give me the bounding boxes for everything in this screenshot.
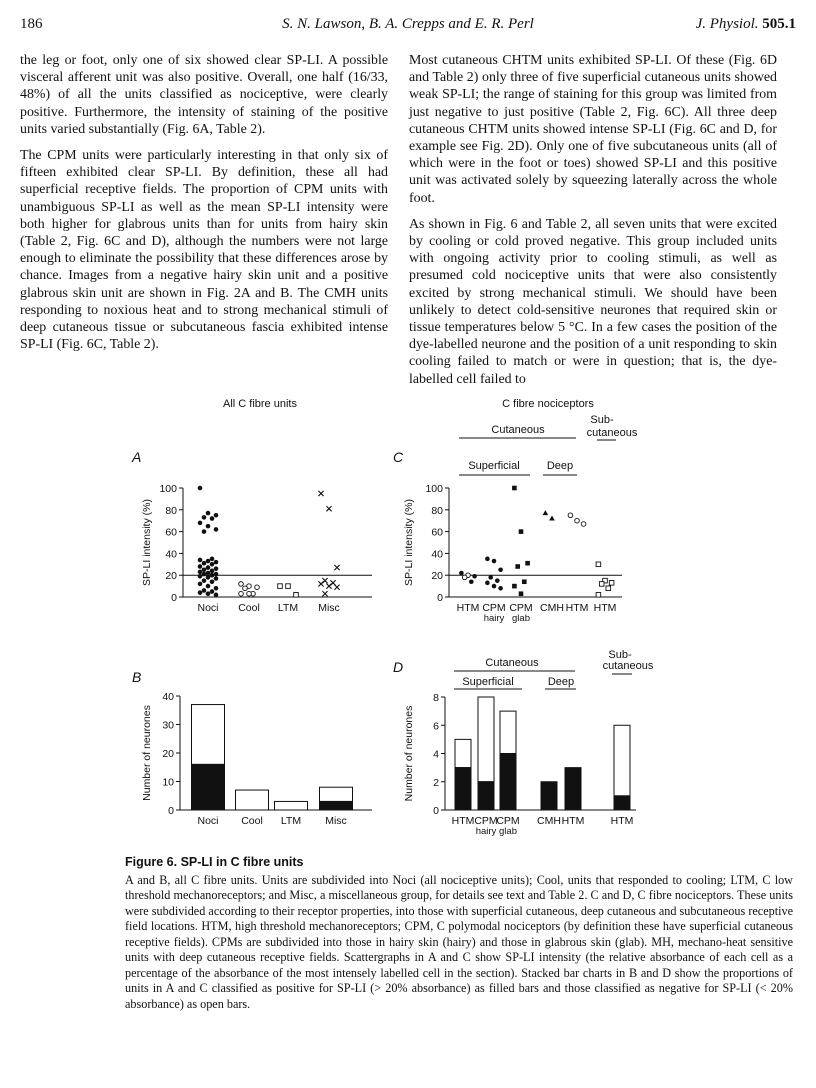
bar-positive: [565, 768, 581, 810]
bar-negative: [320, 787, 353, 801]
data-point: [568, 513, 573, 518]
data-point: [575, 518, 580, 523]
x-tick-label: Cool: [238, 602, 260, 614]
data-point: [318, 491, 323, 496]
page-header: [20, 16, 796, 38]
right-figure-title: C fibre nociceptors: [502, 398, 594, 410]
data-point: [247, 591, 252, 596]
data-point: [214, 560, 219, 565]
data-point: [549, 516, 555, 521]
data-point: [519, 529, 524, 534]
y-tick-label: 8: [433, 692, 439, 704]
panel-label-d: D: [393, 659, 404, 675]
data-point: [596, 562, 601, 567]
data-point: [198, 521, 203, 526]
data-point: [334, 585, 339, 590]
data-point: [603, 578, 608, 583]
bar-negative: [478, 697, 494, 782]
group-label-deep: Deep: [546, 460, 574, 472]
y-tick-label: 0: [433, 805, 439, 817]
x-tick-label: HTM: [593, 602, 617, 614]
caption-title: Figure 6. SP-LI in C fibre units: [125, 855, 304, 869]
page-number: 186: [20, 16, 43, 32]
scatter-plot-a: [141, 483, 372, 614]
y-tick-label: 0: [168, 805, 174, 817]
data-point: [247, 584, 252, 589]
data-point: [206, 559, 211, 564]
data-point: [198, 590, 203, 595]
data-point: [495, 578, 500, 583]
x-tick-label: CMH: [540, 602, 564, 614]
data-point: [462, 575, 467, 580]
y-tick-label: 100: [159, 483, 177, 495]
group-label-subcutaneous: Sub-: [590, 414, 614, 426]
panel-label-b: B: [132, 669, 142, 685]
data-point: [198, 486, 203, 491]
group-label-subcutaneous-2: cutaneous: [586, 427, 638, 439]
data-point: [322, 591, 327, 596]
x-tick-label: glab: [512, 613, 530, 624]
data-point: [198, 564, 203, 569]
figure-caption: [125, 855, 793, 1012]
y-tick-label: 4: [433, 748, 439, 761]
y-tick-label: 6: [433, 720, 439, 733]
bar-chart-b: [141, 691, 372, 827]
data-point: [334, 565, 339, 570]
data-point: [202, 561, 207, 566]
x-tick-label: CPM: [482, 602, 506, 614]
caption-body: A and B, all C fibre units. Units are subdivided into Noci (all nociceptive units); Cool, units that responded to cooling; LTM, C low threshold mechanoreceptors; and Misc, a miscellaneous group, for details see text and Table 2. C and D, C fibre nociceptors. These units were subdivided according to their receptor properties, into those with superficial cutaneous, deep cutaneous and subcutaneous receptive field locations. HTM, high threshold mechanoreceptors; CPM, C polymodal nociceptors (by definition these have superficial cutaneous receptive fields). CPMs are subdivided into those in hairy skin (hairy) and those in glabrous skin (glab). MH, mechano-heat sensitive units with deep cutaneous receptive fields. Scattergraphs in A and C show SP-LI intensity (the relative absorbance of each cell as a percentage of the absorbance of the most intensely labelled cell in the section). Stacked bar charts in B and D show the proportions of units in A and C classified as positive for SP-LI (> 20% absorbance) as filled bars and those classified as negative for SP-LI (< 20% absorbance) as open bars.: [125, 872, 793, 1011]
y-tick-label: 0: [437, 592, 443, 604]
group-label-superficial: Superficial: [468, 460, 520, 472]
data-point: [492, 584, 497, 589]
y-tick-label: 20: [431, 570, 443, 583]
x-tick-label: CPM: [496, 815, 520, 827]
bar-negative: [500, 711, 516, 753]
journal-volume: 505.1: [762, 16, 796, 32]
x-tick-label: Misc: [325, 815, 347, 827]
data-point: [202, 567, 207, 572]
data-point: [515, 564, 520, 569]
y-tick-label: 20: [162, 748, 174, 760]
panel-label-a: A: [132, 449, 142, 465]
group-label-subcutaneous-d-2: cutaneous: [602, 660, 654, 672]
data-point: [469, 579, 474, 584]
data-point: [326, 584, 331, 589]
bar-positive: [320, 801, 353, 810]
data-point: [322, 578, 327, 583]
data-point: [202, 588, 207, 593]
data-point: [206, 591, 211, 596]
bar-chart-d: [403, 692, 636, 837]
data-point: [214, 593, 219, 598]
data-point: [239, 582, 244, 587]
y-axis-label: Number of neurones: [141, 705, 153, 801]
data-point: [512, 584, 517, 589]
bar-positive: [614, 796, 630, 810]
data-point: [198, 582, 203, 587]
y-tick-label: 40: [162, 691, 174, 703]
data-point: [330, 580, 335, 585]
x-tick-label: HTM: [565, 602, 589, 614]
data-point: [326, 506, 331, 511]
left-text-column: [20, 52, 388, 362]
data-point: [214, 513, 219, 518]
y-tick-label: 60: [431, 526, 443, 539]
data-point: [198, 558, 203, 563]
group-label-cutaneous-d: Cutaneous: [485, 657, 539, 669]
data-point: [581, 522, 586, 527]
x-tick-label: CPM: [509, 602, 533, 614]
data-point: [318, 581, 323, 586]
data-point: [239, 591, 244, 596]
x-tick-label: CMH: [537, 815, 561, 827]
y-tick-label: 20: [165, 570, 177, 583]
y-tick-label: 80: [165, 504, 177, 517]
panel-label-c: C: [393, 449, 404, 465]
data-point: [278, 584, 283, 589]
x-tick-label: hairy: [475, 826, 497, 837]
data-point: [202, 572, 207, 577]
journal-name: J. Physiol.: [695, 16, 759, 32]
paragraph: the leg or foot, only one of six showed clear SP-LI. A possible visceral afferent unit was also positive. Overall, one half (16/33, 48%) of all the units classified as nociceptive, were clearly positive. Furthermore, the intensity of staining of the positive units varied substantially (Fig. 6A, Table 2).: [20, 53, 388, 137]
data-point: [519, 591, 524, 596]
data-point: [251, 591, 256, 596]
paragraph: As shown in Fig. 6 and Table 2, all seven units that were excited by cooling or cold proved negative. This group included units with ongoing activity prior to cooling stimuli, as well as presumed cold nociceptive units that were also consistently excited by strong mechanical stimuli. We should have been unlikely to detect cold-sensitive neurones that required skin or tissue temperatures below 5 °C. In a few cases the position of the dye-labelled neurone and the position of a unit responding to skin cooling failed to match or were in question; that is, the dye-labelled cell failed to: [409, 216, 777, 387]
x-tick-label: CPM: [474, 815, 498, 827]
data-point: [498, 567, 503, 572]
data-point: [512, 486, 517, 491]
data-point: [243, 586, 248, 591]
bar-positive: [192, 764, 225, 810]
data-point: [609, 581, 614, 586]
y-axis-label: SP-LI intensity (%): [403, 499, 415, 586]
data-point: [596, 593, 601, 598]
data-point: [214, 576, 219, 581]
bar-negative: [455, 739, 471, 767]
paragraph: Most cutaneous CHTM units exhibited SP-LI. Of these (Fig. 6D and Table 2) only three of five superficial cutaneous units showed weak SP-LI; the range of staining for this group was limited from just negative to just positive (Table 2, Fig. 6C). All three deep cutaneous CHTM units showed intense SP-LI (Fig. 6C and D, for example see Fig. 2D). Only one of five subcutaneous units (all of which were in the foot or toes) showed SP-LI and this positive unit was activated solely by squeezing laterally across the whole foot.: [409, 53, 777, 206]
bar-positive: [478, 782, 494, 810]
group-label-cutaneous: Cutaneous: [491, 424, 545, 436]
x-tick-label: Noci: [197, 602, 219, 614]
data-point: [543, 510, 549, 515]
data-point: [472, 574, 477, 579]
left-figure-title: All C fibre units: [223, 398, 297, 410]
data-point: [206, 565, 211, 570]
data-point: [206, 571, 211, 576]
y-axis-label: SP-LI intensity (%): [141, 499, 153, 586]
y-tick-label: 2: [433, 776, 439, 789]
x-tick-label: HTM: [451, 815, 475, 827]
data-point: [206, 524, 211, 529]
y-tick-label: 80: [431, 504, 443, 517]
paragraph: The CPM units were particularly interesting in that only six of fifteen exhibited clear SP-LI. By definition, these all had superficial receptive fields. The proportion of CPM units with unambiguous SP-LI as well as the mean SP-LI intensity were both higher for glabrous units than for units from hairy skin (Table 2, Fig. 6C and D), although the numbers were not large enough to eliminate the possibility that these differences arose by chance. Images from a negative hairy skin unit and a positive glabrous skin unit are shown in Fig. 2A and B. The CMH units responding to noxious heat and to strong mechanical stimuli of deep cutaneous tissue or subcutaneous fascia exhibited intense SP-LI (Fig. 6C, Table 2).: [20, 148, 388, 353]
data-point: [286, 584, 291, 589]
data-point: [525, 561, 530, 566]
y-tick-label: 30: [162, 719, 174, 732]
y-axis-label: Number of neurones: [403, 705, 415, 802]
bar-positive: [500, 754, 516, 811]
y-tick-label: 40: [431, 548, 443, 561]
y-tick-label: 40: [165, 548, 177, 561]
y-tick-label: 10: [162, 776, 174, 789]
x-tick-label: hairy: [483, 613, 505, 624]
y-tick-label: 100: [425, 483, 443, 495]
x-tick-label: LTM: [280, 815, 302, 827]
x-tick-label: glab: [499, 826, 517, 837]
data-point: [492, 559, 497, 564]
x-tick-label: Cool: [241, 815, 263, 827]
data-point: [459, 571, 464, 576]
x-tick-label: LTM: [277, 602, 299, 614]
data-point: [255, 585, 260, 590]
data-point: [202, 578, 207, 583]
bar-negative: [192, 705, 225, 765]
y-tick-label: 60: [165, 526, 177, 539]
group-label-superficial-d: Superficial: [462, 676, 514, 688]
data-point: [466, 573, 471, 578]
x-tick-label: HTM: [610, 815, 634, 827]
data-point: [202, 529, 207, 534]
data-point: [210, 557, 215, 562]
data-point: [294, 593, 299, 598]
data-point: [206, 584, 211, 589]
data-point: [210, 516, 215, 521]
data-point: [206, 575, 211, 580]
running-authors: S. N. Lawson, B. A. Crepps and E. R. Perl: [282, 16, 534, 32]
data-point: [498, 586, 503, 591]
data-point: [599, 582, 604, 587]
bar-negative: [614, 725, 630, 796]
x-tick-label: Misc: [318, 602, 340, 614]
bar-negative: [275, 801, 308, 810]
data-point: [488, 575, 493, 580]
data-point: [214, 572, 219, 577]
data-point: [198, 570, 203, 575]
data-point: [522, 579, 527, 584]
y-tick-label: 0: [171, 592, 177, 604]
group-label-deep-d: Deep: [547, 676, 575, 688]
data-point: [210, 569, 215, 574]
data-point: [485, 581, 490, 586]
x-tick-label: HTM: [561, 815, 585, 827]
data-point: [210, 573, 215, 578]
data-point: [214, 586, 219, 591]
data-point: [202, 515, 207, 520]
data-point: [606, 586, 611, 591]
group-label-subcutaneous-d: Sub-: [608, 649, 632, 661]
data-point: [210, 579, 215, 584]
x-tick-label: Noci: [197, 815, 219, 827]
data-point: [485, 557, 490, 562]
bar-positive: [541, 782, 557, 810]
data-point: [206, 511, 211, 516]
x-tick-label: HTM: [456, 602, 480, 614]
data-point: [214, 566, 219, 571]
data-point: [210, 562, 215, 567]
right-text-column: [409, 52, 777, 397]
bar-negative: [236, 790, 269, 810]
data-point: [210, 589, 215, 594]
scatter-plot-c: [403, 483, 622, 624]
data-point: [198, 574, 203, 579]
bar-positive: [455, 768, 471, 810]
journal-reference: [696, 16, 796, 33]
data-point: [214, 527, 219, 532]
